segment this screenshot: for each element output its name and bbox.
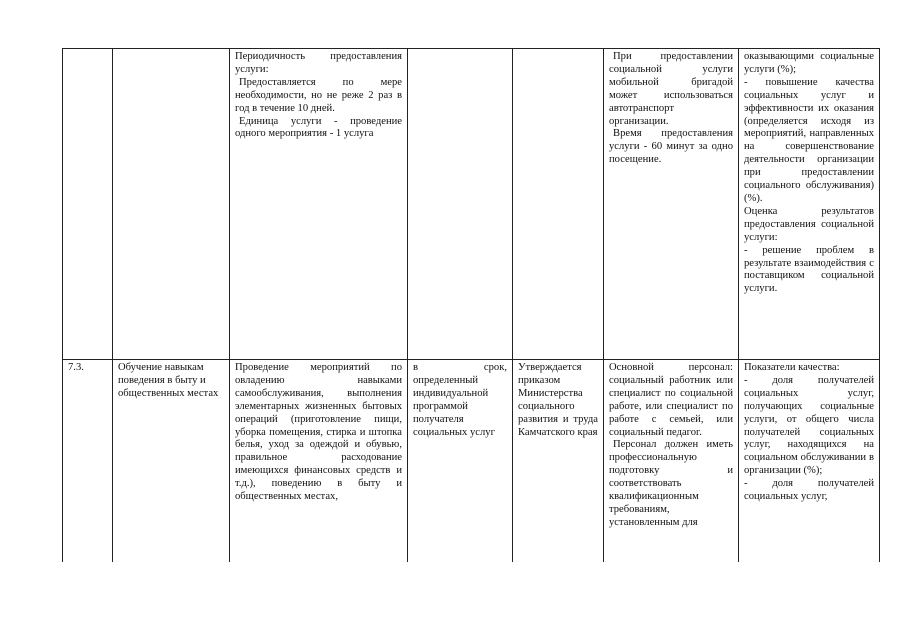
paragraph: - повышение качества социальных услуг и эффективности их оказания (определяется исходя из мероприятий, направленных на совершенствование деятельности организации при предоставлении социального обслуживания) (%). <box>744 76 874 204</box>
service-term-cell: в срок, определенный индивидуальной программой получателя социальных услуг <box>408 360 513 563</box>
row-number-cell <box>63 49 113 360</box>
paragraph: Предоставляется по мере необходимости, но не реже 2 раз в год в течение 10 дней. <box>235 76 402 114</box>
service-name-cell: Обучение навыкам поведения в быту и общественных местах <box>113 360 230 563</box>
paragraph: - доля получателей социальных услуг, получающих социальные услуги, от общего числа получателей социальных услуг, находящихся на социальном обслуживании в организации (%); <box>744 374 874 477</box>
row-number-cell: 7.3. <box>63 360 113 563</box>
conditions-cell <box>604 49 739 360</box>
paragraph: Оценка результатов предоставления социальной услуги: <box>744 205 874 243</box>
services-table <box>62 48 880 562</box>
paragraph: При предоставлении социальной услуги мобильной бригадой может использоваться автотранспорт организации. <box>609 51 733 127</box>
service-description-cell <box>230 49 408 360</box>
paragraph: Время предоставления услуги - 60 минут за одно посещение. <box>609 128 733 166</box>
service-description-cell <box>230 360 408 563</box>
quality-indicators-cell <box>739 360 880 563</box>
service-name-cell <box>113 49 230 360</box>
quality-indicators-cell <box>739 49 880 360</box>
paragraph: - решение проблем в результате взаимодействия с поставщиком социальной услуги. <box>744 244 874 295</box>
approval-cell: Утверждается приказом Министерства социального развития и труда Камчатского края <box>513 360 604 563</box>
paragraph: оказывающими социальные услуги (%); <box>744 51 874 75</box>
paragraph: Персонал должен иметь профессиональную подготовку и соответствовать квалификационным требованиям, установленным для <box>609 439 733 528</box>
table-row <box>63 360 880 563</box>
approval-cell <box>513 49 604 360</box>
paragraph: Основной персонал: социальный работник или специалист по социальной работе, или специалист по работе с семьей, или социальный педагог. <box>609 362 733 438</box>
paragraph: Проведение мероприятий по овладению навыками самообслуживания, выполнения элементарных жизненных бытовых операций (приготовление пищи, уборка помещения, стирка и штопка белья, уход за одеждой и обувью, правильное расходование имеющихся финансовых средств и т.д.), поведению в быту и общественных местах, <box>235 362 402 503</box>
paragraph: Периодичность предоставления услуги: <box>235 51 402 75</box>
conditions-cell <box>604 360 739 563</box>
paragraph: Единица услуги - проведение одного мероприятия - 1 услуга <box>235 115 402 140</box>
paragraph: - доля получателей социальных услуг, <box>744 478 874 503</box>
table-row <box>63 49 880 360</box>
service-term-cell <box>408 49 513 360</box>
paragraph: Показатели качества: <box>744 362 840 373</box>
